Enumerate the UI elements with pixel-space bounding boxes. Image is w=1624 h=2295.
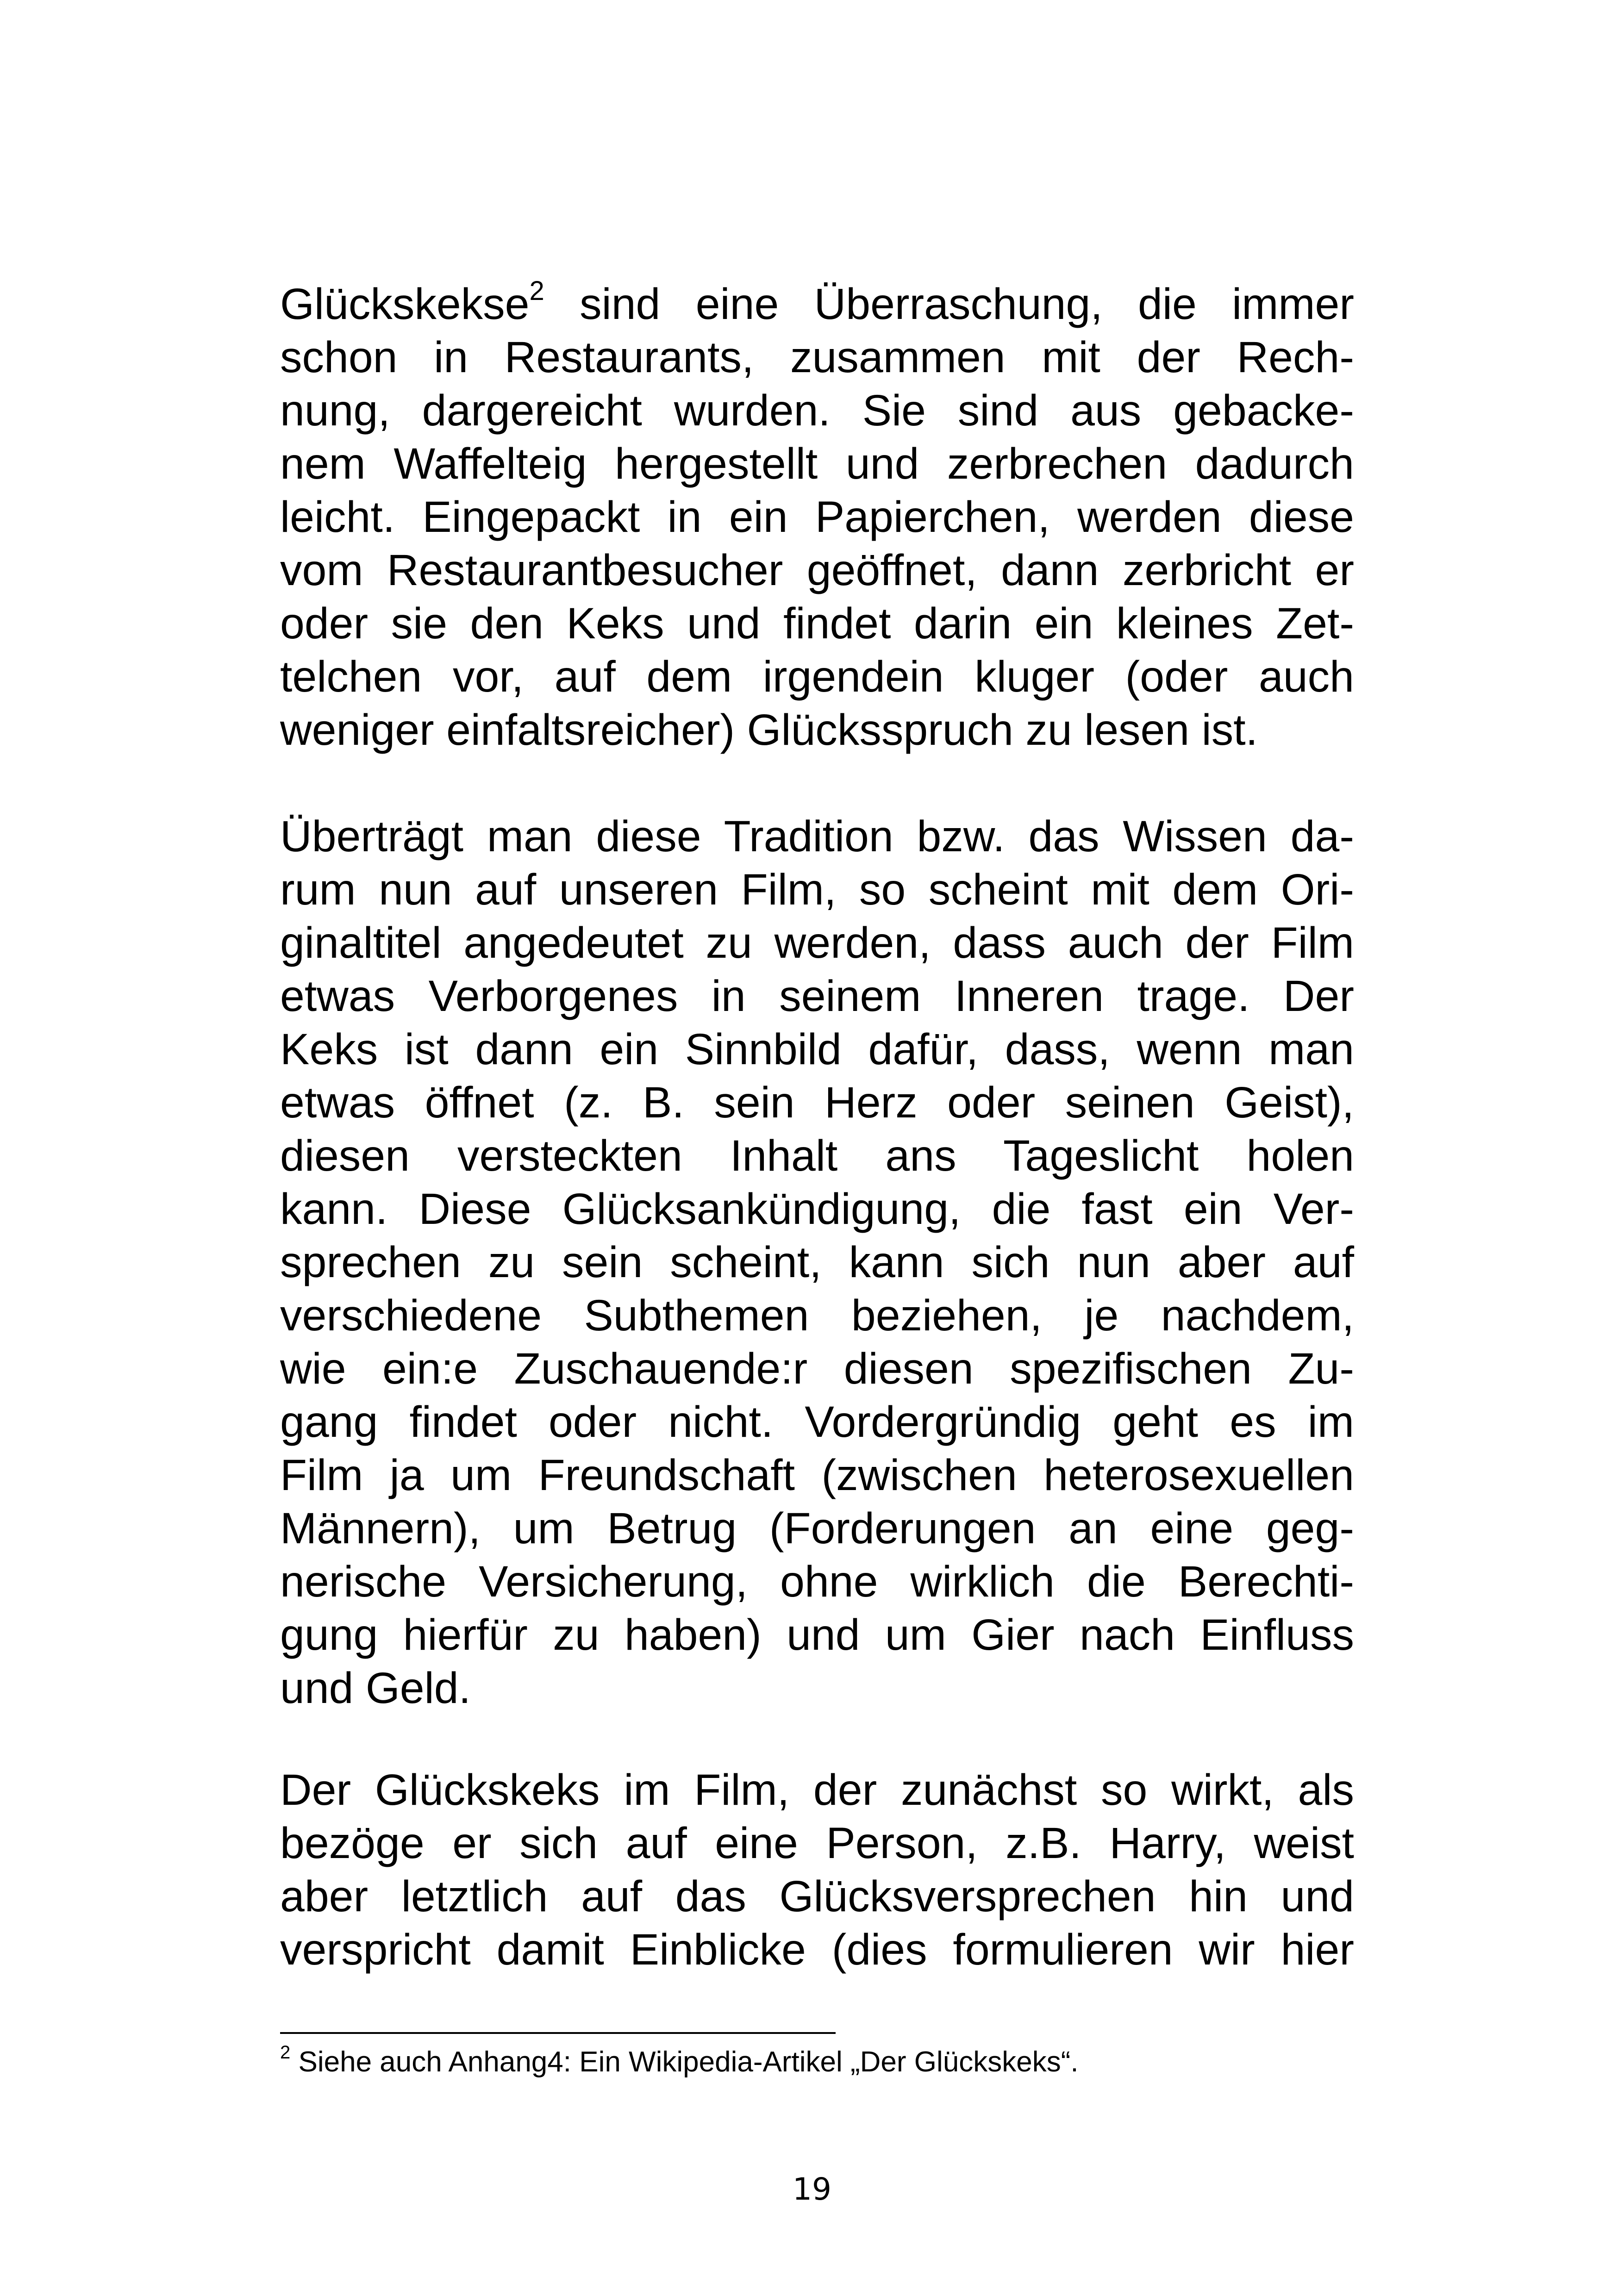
footnote-reference[interactable]: 2 [529, 276, 544, 306]
text-line: gang findet oder nicht. Vordergründig geht es im [280, 1397, 1354, 1447]
text-line: schon in Restaurants, zusammen mit der Rech- [280, 333, 1354, 382]
text-line: nem Waffelteig hergestellt und zerbrechen dadurch [280, 439, 1354, 488]
paragraph-1 [280, 278, 1354, 757]
text-line: nung, dargereicht wurden. Sie sind aus gebacke- [280, 386, 1354, 435]
text-line: Männern), um Betrug (Forderungen an eine geg- [280, 1504, 1354, 1553]
paragraph-2 [280, 810, 1354, 1715]
text-line: gung hierfür zu haben) und um Gier nach Einfluss [280, 1610, 1354, 1659]
text-line: verspricht damit Einblicke (dies formulieren wir hier [280, 1925, 1354, 1974]
text-line: Film ja um Freundschaft (zwischen heterosexuellen [280, 1451, 1354, 1500]
text-line: etwas Verborgenes in seinem Inneren trage. Der [280, 972, 1354, 1021]
footnote-text: Siehe auch Anhang4: Ein Wikipedia-Artikel „Der Glückskeks“. [298, 2046, 1079, 2078]
text-line: telchen vor, auf dem irgendein kluger (oder auch [280, 652, 1354, 701]
text-line: und Geld. [280, 1664, 471, 1713]
footnote-marker: 2 [280, 2042, 291, 2063]
text-line: oder sie den Keks und findet darin ein kleines Zet- [280, 599, 1354, 648]
text-line: sprechen zu sein scheint, kann sich nun aber auf [280, 1238, 1354, 1287]
text-line-start: Glückskekse [280, 280, 530, 329]
page-number: 19 [793, 2171, 831, 2207]
text-line: aber letztlich auf das Glücksversprechen hin und [280, 1872, 1354, 1921]
text-line: wie ein:e Zuschauende:r diesen spezifischen Zu- [280, 1344, 1354, 1393]
text-line: diesen versteckten Inhalt ans Tageslicht holen [280, 1131, 1354, 1180]
text-line: Der Glückskeks im Film, der zunächst so wirkt, als [280, 1765, 1354, 1815]
text-line: leicht. Eingepackt in ein Papierchen, werden diese [280, 493, 1354, 542]
text-line: kann. Diese Glücksankündigung, die fast ein Ver- [280, 1185, 1354, 1234]
footnote [280, 2044, 1354, 2081]
text-line [280, 278, 1354, 331]
text-line: rum nun auf unseren Film, so scheint mit dem Ori- [280, 865, 1354, 914]
text-line: Keks ist dann ein Sinnbild dafür, dass, wenn man [280, 1025, 1354, 1074]
text-line: etwas öffnet (z. B. sein Herz oder seinen Geist), [280, 1078, 1354, 1127]
text-line: verschiedene Subthemen beziehen, je nachdem, [280, 1291, 1354, 1340]
paragraph-3 [280, 1764, 1354, 1977]
text-line: nerische Versicherung, ohne wirklich die Berechti- [280, 1557, 1354, 1606]
text-line: Überträgt man diese Tradition bzw. das Wissen da- [280, 812, 1354, 861]
text-line: bezöge er sich auf eine Person, z.B. Harry, weist [280, 1819, 1354, 1868]
text-line: vom Restaurantbesucher geöffnet, dann zerbricht er [280, 546, 1354, 595]
text-line: ginaltitel angedeutet zu werden, dass auch der Film [280, 918, 1354, 967]
text-line-rest: sind eine Überraschung, die immer [580, 280, 1354, 329]
text-line: weniger einfaltsreicher) Glücksspruch zu lesen ist. [280, 705, 1258, 755]
footnote-separator [280, 2032, 836, 2034]
